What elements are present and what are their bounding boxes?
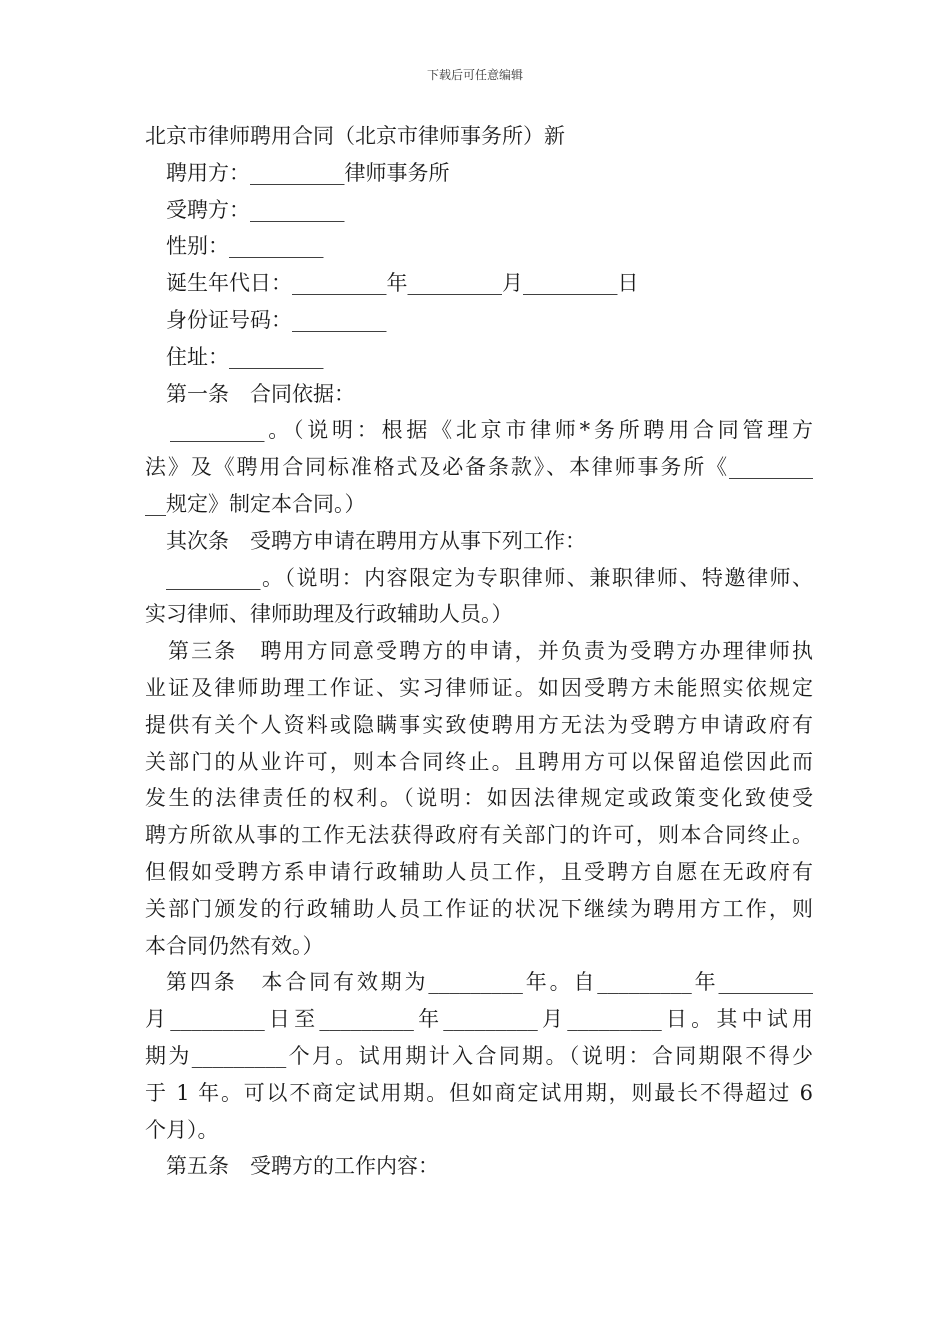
field-employee: 受聘方：_________ [166,197,345,222]
field-gender: 性别：_________ [166,234,324,259]
article-2-text-line: _________。（说明：内容限定为专职律师、兼职律师、特邀律师、 [166,565,813,590]
article-1-heading: 第一条 合同依据： [166,381,355,406]
article-1-text-line: _________。（说明：根据《北京市律师*务所聘用合同管理方 [170,418,813,443]
article-3-text-line: 发生的法律责任的权利。（说明：如因法律规定或政策变化致使受 [145,786,813,811]
article-4-text-line: 于 1 年。可以不商定试用期。但如商定试用期，则最长不得超过 6 [145,1080,813,1105]
article-2-heading: 其次条 受聘方申请在聘用方从事下列工作： [166,528,586,553]
article-3-text-line: 聘方所欲从事的工作无法获得政府有关部门的许可，则本合同终止。 [145,823,813,848]
article-3-text-line: 但假如受聘方系申请行政辅助人员工作，且受聘方自愿在无政府有 [145,859,813,884]
article-1-text-line: 法》及《聘用合同标准格式及必备条款》、本律师事务所《________ [145,455,813,480]
article-4-text-line: 个月）。 [145,1117,219,1142]
article-3-text-line: 提供有关个人资料或隐瞒事实致使聘用方无法为受聘方申请政府有 [145,712,813,737]
article-4-text-line: 第四条 本合同有效期为_________年。自_________年_________ [166,970,813,995]
article-3-text-line: 本合同仍然有效。） [145,933,324,958]
article-5-heading: 第五条 受聘方的工作内容： [166,1154,439,1179]
field-id-number: 身份证号码：_________ [166,307,387,332]
article-2-text-line: 实习律师、律师助理及行政辅助人员。） [145,602,513,627]
article-4-text-line: 期为_________个月。试用期计入合同期。（说明：合同期限不得少 [145,1043,813,1068]
article-3-text-line: 关部门的从业许可，则本合同终止。且聘用方可以保留追偿因此而 [145,749,813,774]
field-employer: 聘用方：_________律师事务所 [166,160,450,185]
page-header-note: 下载后可任意编辑 [426,68,523,82]
document-title: 北京市律师聘用合同（北京市律师事务所）新 [145,124,565,148]
article-1-text-line: __规定》制定本合同。） [145,491,366,516]
article-3-text-line: 业证及律师助理工作证、实习律师证。如因受聘方未能照实依规定 [145,675,813,700]
article-4-text-line: 月_________日至_________年_________月_________日。其中试用 [145,1007,813,1032]
contract-body [145,118,813,1185]
field-address: 住址：_________ [166,344,324,369]
article-3-text-line: 第三条 聘用方同意受聘方的申请，并负责为受聘方办理律师执 [168,639,813,664]
article-3-text-line: 关部门颁发的行政辅助人员工作证的状况下继续为聘用方工作，则 [145,896,813,921]
field-birthdate: 诞生年代日：_________年_________月_________日 [166,271,639,296]
